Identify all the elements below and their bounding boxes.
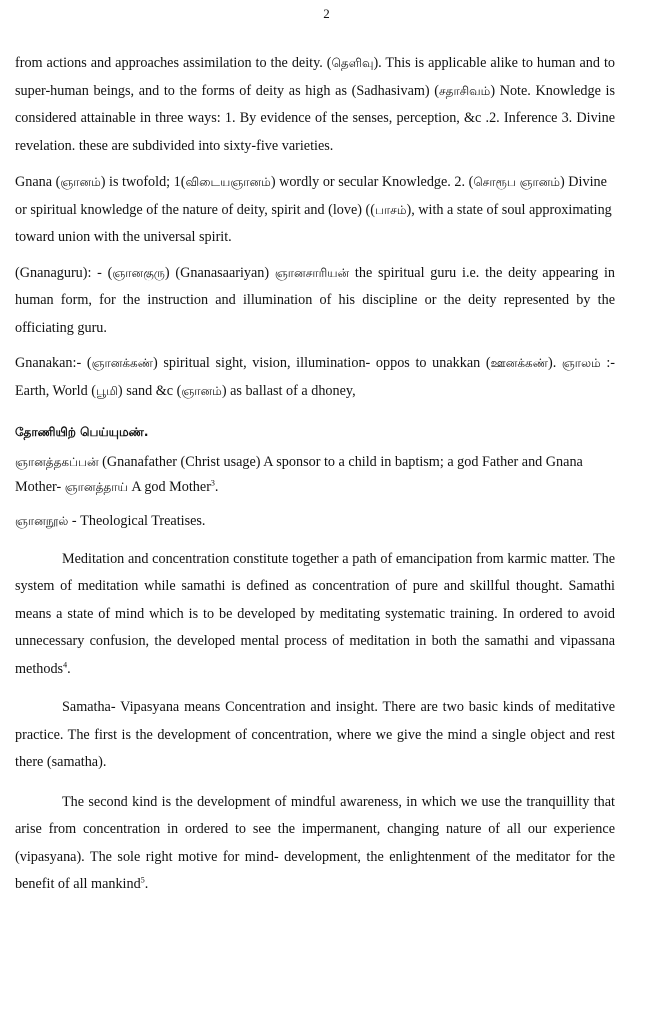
text: - Theological Treatises. bbox=[68, 512, 206, 529]
page-number: 2 bbox=[323, 6, 330, 21]
tamil-term: ஞாலம் bbox=[561, 356, 601, 370]
text: . bbox=[144, 876, 149, 892]
paragraph-gnanafather bbox=[15, 450, 615, 500]
tamil-term: விடையஞானம் bbox=[185, 175, 271, 189]
paragraph-gnanaguru bbox=[15, 260, 615, 343]
document-body bbox=[15, 50, 615, 899]
tamil-term: ஞானம் bbox=[181, 383, 222, 398]
tamil-term: தோணியிற் பெய்யுமண். bbox=[15, 425, 149, 439]
tamil-term: ஞானசாரியன் bbox=[274, 265, 350, 280]
text: (Gnanafather (Christ usage) A sponsor to a child in baptism; a god Father and Gnana Mother- bbox=[15, 453, 583, 495]
text: the spiritual guru i.e. the deity appearing in human form, for the instruction and illumination of his discipline or the deity represented by the officiating guru. bbox=[15, 264, 616, 336]
text: Meditation and concentration constitute together a path of emancipation from karmic matter. The system of meditation while samathi is defined as concentration of pure and skillful thought. Samathi means a state of mind which is to be developed by meditating systematic training. In ordered to avoid unnecessary confusion, the developed mental process of meditation in both the samathi and vipassana methods bbox=[15, 550, 615, 677]
text: :- Earth, World ( bbox=[15, 355, 616, 399]
text: ) (Gnanasaariyan) bbox=[164, 264, 275, 281]
text: ). bbox=[547, 355, 562, 371]
text: . bbox=[214, 478, 219, 495]
footnote-marker: 4 bbox=[63, 659, 68, 669]
text: ) as ballast of a dhoney, bbox=[221, 382, 356, 399]
paragraph-knowledge bbox=[15, 50, 615, 160]
text: Gnanakan:- ( bbox=[15, 355, 92, 371]
tamil-term: பாசம் bbox=[374, 202, 407, 217]
text: ). This is applicable alike to human and to super-human beings, and to the forms of deity as high as (Sadhasivam) ( bbox=[15, 55, 615, 99]
text: ) is twofold; 1( bbox=[100, 174, 186, 190]
tamil-term: ஞானத்தகப்பன் bbox=[15, 454, 99, 469]
tamil-term: ஞானகுரு bbox=[112, 265, 165, 280]
text: ) wordly or secular Knowledge. 2. ( bbox=[270, 174, 474, 190]
tamil-term: ஞானநூல் bbox=[15, 513, 69, 528]
tamil-term: சதாசிவம் bbox=[439, 83, 491, 98]
paragraph-gnanakan bbox=[15, 350, 615, 405]
text: from actions and approaches assimilation to the deity. ( bbox=[15, 55, 332, 71]
text: ), with a state of soul approximating toward union with the universal spirit. bbox=[15, 201, 612, 245]
text: Samatha- Vipasyana means Concentration and insight. There are two basic kinds of meditative practice. The first is the development of concentration, where we give the mind a single object and rest there (samatha). bbox=[15, 699, 615, 770]
tamil-term: ஞானக்கண் bbox=[91, 356, 153, 370]
paragraph-samatha bbox=[15, 694, 615, 777]
text: The second kind is the development of mindful awareness, in which we use the tranquillity that arise from concentration in ordered to see the impermanent, changing nature of all our experience (vipasyana). The sole right motive for mind- development, the enlightenment of the meditator for the benefit of all mankind bbox=[15, 793, 615, 892]
paragraph-meditation bbox=[15, 546, 615, 684]
text: ) spiritual sight, vision, illumination- oppos to unakkan ( bbox=[152, 355, 491, 371]
tamil-term: பூமி bbox=[95, 383, 118, 398]
tamil-term: சொரூப ஞானம் bbox=[473, 175, 561, 189]
text: Gnana ( bbox=[15, 174, 61, 190]
text: ) Note. Knowledge is considered attainable in three ways: 1. By evidence of the senses, perception, &c .2. Inference 3. Divine revelation. these are subdivided into sixty-five varieties. bbox=[15, 82, 616, 154]
tamil-term: ஞானத்தாய் bbox=[64, 479, 128, 494]
text: A god Mother bbox=[127, 478, 211, 495]
tamil-term: ஞானம் bbox=[60, 175, 101, 189]
paragraph-gnananool bbox=[15, 509, 615, 534]
tamil-term: ஊனக்கண் bbox=[490, 356, 548, 370]
text: . bbox=[67, 660, 71, 677]
footnote-marker: 3 bbox=[210, 477, 215, 487]
text: ) sand &c ( bbox=[117, 382, 182, 399]
paragraph-mindful-awareness bbox=[15, 789, 615, 899]
text: ) Divine or spiritual knowledge of the nature of deity, spirit and (love) (( bbox=[15, 174, 607, 218]
text: (Gnanaguru): - ( bbox=[15, 264, 113, 281]
paragraph-gnana bbox=[15, 169, 615, 252]
tamil-term: தெளிவு bbox=[331, 56, 374, 70]
footnote-marker: 5 bbox=[140, 875, 145, 885]
paragraph-tamil-line bbox=[15, 419, 615, 447]
